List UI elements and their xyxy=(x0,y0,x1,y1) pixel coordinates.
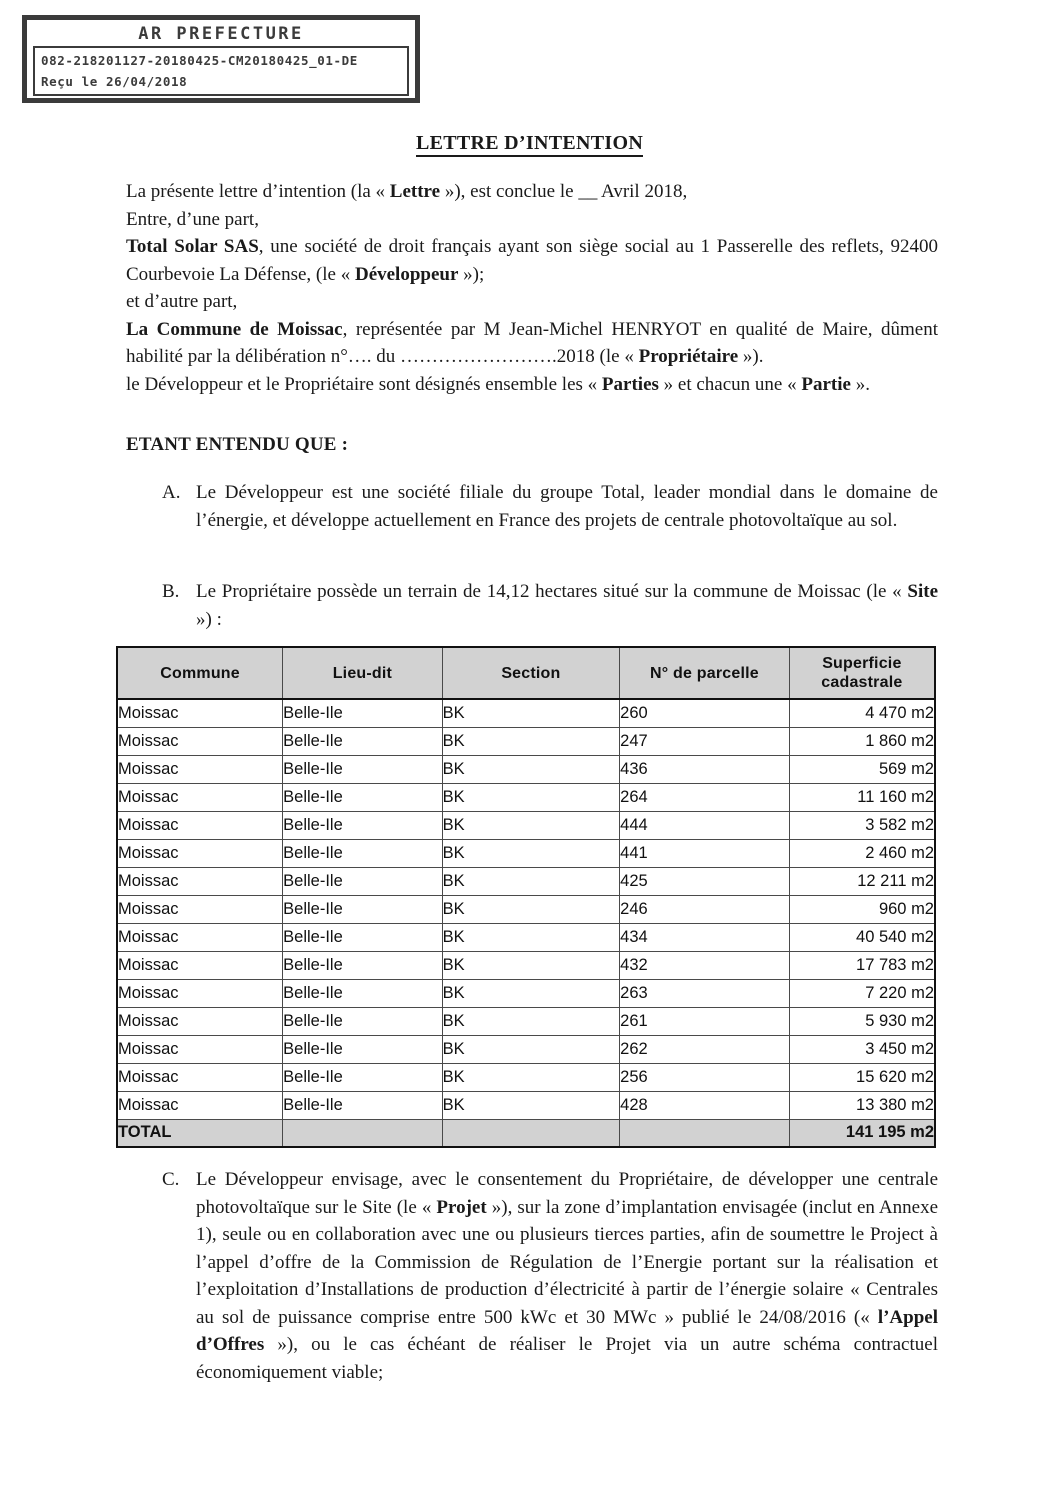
intro-line-1-a: La présente lettre d’intention (la « xyxy=(126,181,390,202)
parcel-cell-commune: Moissac xyxy=(117,923,283,951)
parcel-cell-parcelle: 260 xyxy=(620,699,790,727)
parcel-cell-commune: Moissac xyxy=(117,811,283,839)
table-row xyxy=(117,979,935,1007)
parcel-cell-section: BK xyxy=(442,867,620,895)
clause-c-text-b: »), sur la zone d’implantation envisagée (inclut en Annexe 1), seule ou en collaboration avec une ou plusieurs tierces parties, afin de soumettre le Project à l’appel d’offre de la Commission de Régulation de l’Energie portant sur la réalisation et l’exploitation d’Installations de production d’électricité à partir de l’énergie solaire « Centrales au sol de puissance comprise entre 500 kWc et 30 MWc » publié le 24/08/2016 (« xyxy=(196,1196,939,1328)
table-row xyxy=(117,867,935,895)
parcel-cell-superficie: 13 380 m2 xyxy=(789,1091,935,1119)
table-row xyxy=(117,839,935,867)
parcel-cell-section: BK xyxy=(442,895,620,923)
page-title-text: LETTRE D’INTENTION xyxy=(416,132,643,157)
clause-c-body xyxy=(196,1166,938,1386)
parcel-cell-lieudit: Belle-Ile xyxy=(283,727,443,755)
parcel-table-body xyxy=(117,699,935,1147)
parcel-table-total-row xyxy=(117,1119,935,1147)
parcel-cell-lieudit: Belle-Ile xyxy=(283,839,443,867)
parcel-cell-parcelle: 444 xyxy=(620,811,790,839)
parcel-cell-superficie: 7 220 m2 xyxy=(789,979,935,1007)
parcel-cell-commune: Moissac xyxy=(117,867,283,895)
parcel-cell-superficie: 3 450 m2 xyxy=(789,1035,935,1063)
parcel-cell-section: BK xyxy=(442,979,620,1007)
parcel-cell-commune: Moissac xyxy=(117,979,283,1007)
intro-term-lettre: Lettre xyxy=(389,181,441,202)
parcel-cell-commune: Moissac xyxy=(117,895,283,923)
clause-c-text-c: »), ou le cas échéant de réaliser le Projet via un autre schéma contractuel économiquement viable; xyxy=(196,1334,938,1383)
parcel-cell-section: BK xyxy=(442,811,620,839)
parcel-cell-section: BK xyxy=(442,1007,620,1035)
parcel-cell-parcelle: 262 xyxy=(620,1035,790,1063)
parcel-table xyxy=(116,646,936,1148)
parcel-cell-superficie: 3 582 m2 xyxy=(789,811,935,839)
table-row xyxy=(117,951,935,979)
intro-term-developpeur: Développeur xyxy=(354,263,459,285)
table-row xyxy=(117,895,935,923)
intro-line-6-b: » et chacun une « xyxy=(658,373,802,395)
parcel-cell-parcelle: 263 xyxy=(620,979,790,1007)
parcel-cell-section: BK xyxy=(442,1063,620,1091)
parcel-cell-section: BK xyxy=(442,1035,620,1063)
intro-term-partie: Partie xyxy=(801,373,851,395)
table-row xyxy=(117,923,935,951)
parcel-cell-commune: Moissac xyxy=(117,1091,283,1119)
parcel-cell-commune: Moissac xyxy=(117,951,283,979)
parcel-cell-superficie: 2 460 m2 xyxy=(789,839,935,867)
clause-c-text-a: Le Développeur envisage, avec le consentement du Propriétaire, de développer une centrale photovoltaïque sur le Site (le « xyxy=(196,1169,938,1218)
parcel-cell-lieudit: Belle-Ile xyxy=(283,979,443,1007)
intro-term-parties: Parties xyxy=(601,373,659,395)
parcel-cell-commune: Moissac xyxy=(117,1007,283,1035)
parcel-table-header-section: Section xyxy=(442,647,620,699)
parcel-cell-superficie: 11 160 m2 xyxy=(789,783,935,811)
intro-line-3-a: , une société de droit français ayant son siège social au 1 Passerelle des reflets, 92400 Courbevoie La Défense, (le « xyxy=(126,236,939,285)
parcel-table-header-parcelle: N° de parcelle xyxy=(620,647,790,699)
intro-line-3 xyxy=(126,233,938,288)
parcel-total-blank-section xyxy=(442,1119,620,1147)
parcel-cell-superficie: 5 930 m2 xyxy=(789,1007,935,1035)
parcel-cell-lieudit: Belle-Ile xyxy=(283,783,443,811)
prefecture-stamp-details xyxy=(33,46,409,96)
page-title xyxy=(0,132,1059,155)
parcel-cell-commune: Moissac xyxy=(117,1063,283,1091)
parcel-cell-superficie: 40 540 m2 xyxy=(789,923,935,951)
parcel-cell-parcelle: 246 xyxy=(620,895,790,923)
table-row xyxy=(117,1091,935,1119)
parcel-cell-commune: Moissac xyxy=(117,1035,283,1063)
parcel-cell-commune: Moissac xyxy=(117,839,283,867)
parcel-cell-section: BK xyxy=(442,923,620,951)
table-row xyxy=(117,1007,935,1035)
parcel-cell-lieudit: Belle-Ile xyxy=(283,1035,443,1063)
parcel-cell-superficie: 12 211 m2 xyxy=(789,867,935,895)
parcel-total-value: 141 195 m2 xyxy=(789,1119,935,1147)
intro-line-5-b: »). xyxy=(738,346,764,367)
table-row xyxy=(117,811,935,839)
clause-b-marker: B. xyxy=(162,581,180,602)
parcel-cell-lieudit: Belle-Ile xyxy=(283,1091,443,1119)
parcel-table-header-superficie: Superficie cadastrale xyxy=(789,647,935,699)
intro-line-6-a: le Développeur et le Propriétaire sont désignés ensemble les « xyxy=(126,373,602,395)
parcel-cell-commune: Moissac xyxy=(117,783,283,811)
parcel-cell-superficie: 4 470 m2 xyxy=(789,699,935,727)
parcel-total-label: TOTAL xyxy=(117,1119,283,1147)
intro-term-commune-moissac: La Commune de Moissac xyxy=(126,318,343,340)
clause-b-body xyxy=(196,578,938,633)
parcel-total-blank-lieudit xyxy=(283,1119,443,1147)
parcel-cell-section: BK xyxy=(442,783,620,811)
parcel-cell-parcelle: 264 xyxy=(620,783,790,811)
clause-b-text-a: Le Propriétaire possède un terrain de 14,12 hectares situé sur la commune de Moissac (le « xyxy=(196,581,908,602)
parcel-cell-section: BK xyxy=(442,755,620,783)
parcel-cell-superficie: 569 m2 xyxy=(789,755,935,783)
parcel-cell-lieudit: Belle-Ile xyxy=(283,951,443,979)
intro-line-6-c: ». xyxy=(850,373,870,395)
parcel-cell-parcelle: 256 xyxy=(620,1063,790,1091)
prefecture-received-date: Reçu le 26/04/2018 xyxy=(41,74,188,89)
parcel-cell-section: BK xyxy=(442,951,620,979)
parcel-cell-parcelle: 441 xyxy=(620,839,790,867)
parcel-cell-lieudit: Belle-Ile xyxy=(283,895,443,923)
intro-line-6 xyxy=(126,371,938,399)
intro-term-proprietaire: Propriétaire xyxy=(638,346,739,367)
table-row xyxy=(117,755,935,783)
parcel-cell-commune: Moissac xyxy=(117,755,283,783)
clause-a xyxy=(162,479,938,534)
parcel-cell-lieudit: Belle-Ile xyxy=(283,755,443,783)
parcel-cell-parcelle: 247 xyxy=(620,727,790,755)
parcel-table-header-commune: Commune xyxy=(117,647,283,699)
table-row xyxy=(117,1035,935,1063)
parcel-cell-section: BK xyxy=(442,1091,620,1119)
intro-term-total-solar: Total Solar SAS xyxy=(126,236,259,257)
parcel-cell-lieudit: Belle-Ile xyxy=(283,1007,443,1035)
intro-line-2: Entre, d’une part, xyxy=(126,208,259,230)
parcel-cell-commune: Moissac xyxy=(117,699,283,727)
parcel-cell-superficie: 960 m2 xyxy=(789,895,935,923)
prefecture-stamp xyxy=(22,15,420,103)
table-row xyxy=(117,1063,935,1091)
parcel-table-header-row xyxy=(117,647,935,699)
intro-block xyxy=(126,178,938,398)
parcel-cell-superficie: 17 783 m2 xyxy=(789,951,935,979)
prefecture-stamp-title: AR PREFECTURE xyxy=(138,24,304,44)
section-heading-etant-entendu: ETANT ENTENDU QUE : xyxy=(126,434,349,455)
parcel-cell-commune: Moissac xyxy=(117,727,283,755)
table-row xyxy=(117,699,935,727)
parcel-cell-lieudit: Belle-Ile xyxy=(283,1063,443,1091)
parcel-cell-superficie: 1 860 m2 xyxy=(789,727,935,755)
clause-b-term-site: Site xyxy=(907,581,938,602)
intro-line-5-a: , représentée par M Jean-Michel HENRYOT en qualité de Maire, dûment habilité par la délibération n°…. du …………………….2018 (le « xyxy=(126,318,938,367)
clause-c xyxy=(162,1166,938,1386)
intro-line-3-b: »); xyxy=(458,263,485,285)
parcel-cell-lieudit: Belle-Ile xyxy=(283,867,443,895)
parcel-cell-superficie: 15 620 m2 xyxy=(789,1063,935,1091)
parcel-cell-parcelle: 428 xyxy=(620,1091,790,1119)
clause-b xyxy=(162,578,938,633)
parcel-cell-parcelle: 261 xyxy=(620,1007,790,1035)
parcel-cell-parcelle: 434 xyxy=(620,923,790,951)
parcel-cell-section: BK xyxy=(442,839,620,867)
parcel-cell-lieudit: Belle-Ile xyxy=(283,811,443,839)
parcel-cell-parcelle: 425 xyxy=(620,867,790,895)
table-row xyxy=(117,783,935,811)
clause-c-term-appel-offres: l’Appel d’Offres xyxy=(196,1306,938,1355)
parcel-cell-parcelle: 432 xyxy=(620,951,790,979)
intro-line-5 xyxy=(126,316,938,371)
clause-a-marker: A. xyxy=(162,482,181,503)
intro-line-1-b: »), est conclue le __ Avril 2018, xyxy=(440,181,688,202)
clause-a-body: Le Développeur est une société filiale du groupe Total, leader mondial dans le domaine de l’énergie, et développe actuellement en France des projets de centrale photovoltaïque au sol. xyxy=(196,482,938,531)
parcel-cell-parcelle: 436 xyxy=(620,755,790,783)
parcel-total-blank-parcelle xyxy=(620,1119,790,1147)
parcel-cell-section: BK xyxy=(442,699,620,727)
parcel-cell-lieudit: Belle-Ile xyxy=(283,923,443,951)
parcel-cell-lieudit: Belle-Ile xyxy=(283,699,443,727)
clause-c-term-projet: Projet xyxy=(436,1196,487,1218)
clause-b-text-b: ») : xyxy=(196,608,222,630)
prefecture-reference: 082-218201127-20180425-CM20180425_01-DE xyxy=(41,53,358,68)
parcel-cell-section: BK xyxy=(442,727,620,755)
intro-line-1 xyxy=(126,178,938,206)
clause-c-marker: C. xyxy=(162,1169,180,1190)
intro-line-4: et d’autre part, xyxy=(126,291,238,312)
parcel-table-header-lieudit: Lieu-dit xyxy=(283,647,443,699)
table-row xyxy=(117,727,935,755)
